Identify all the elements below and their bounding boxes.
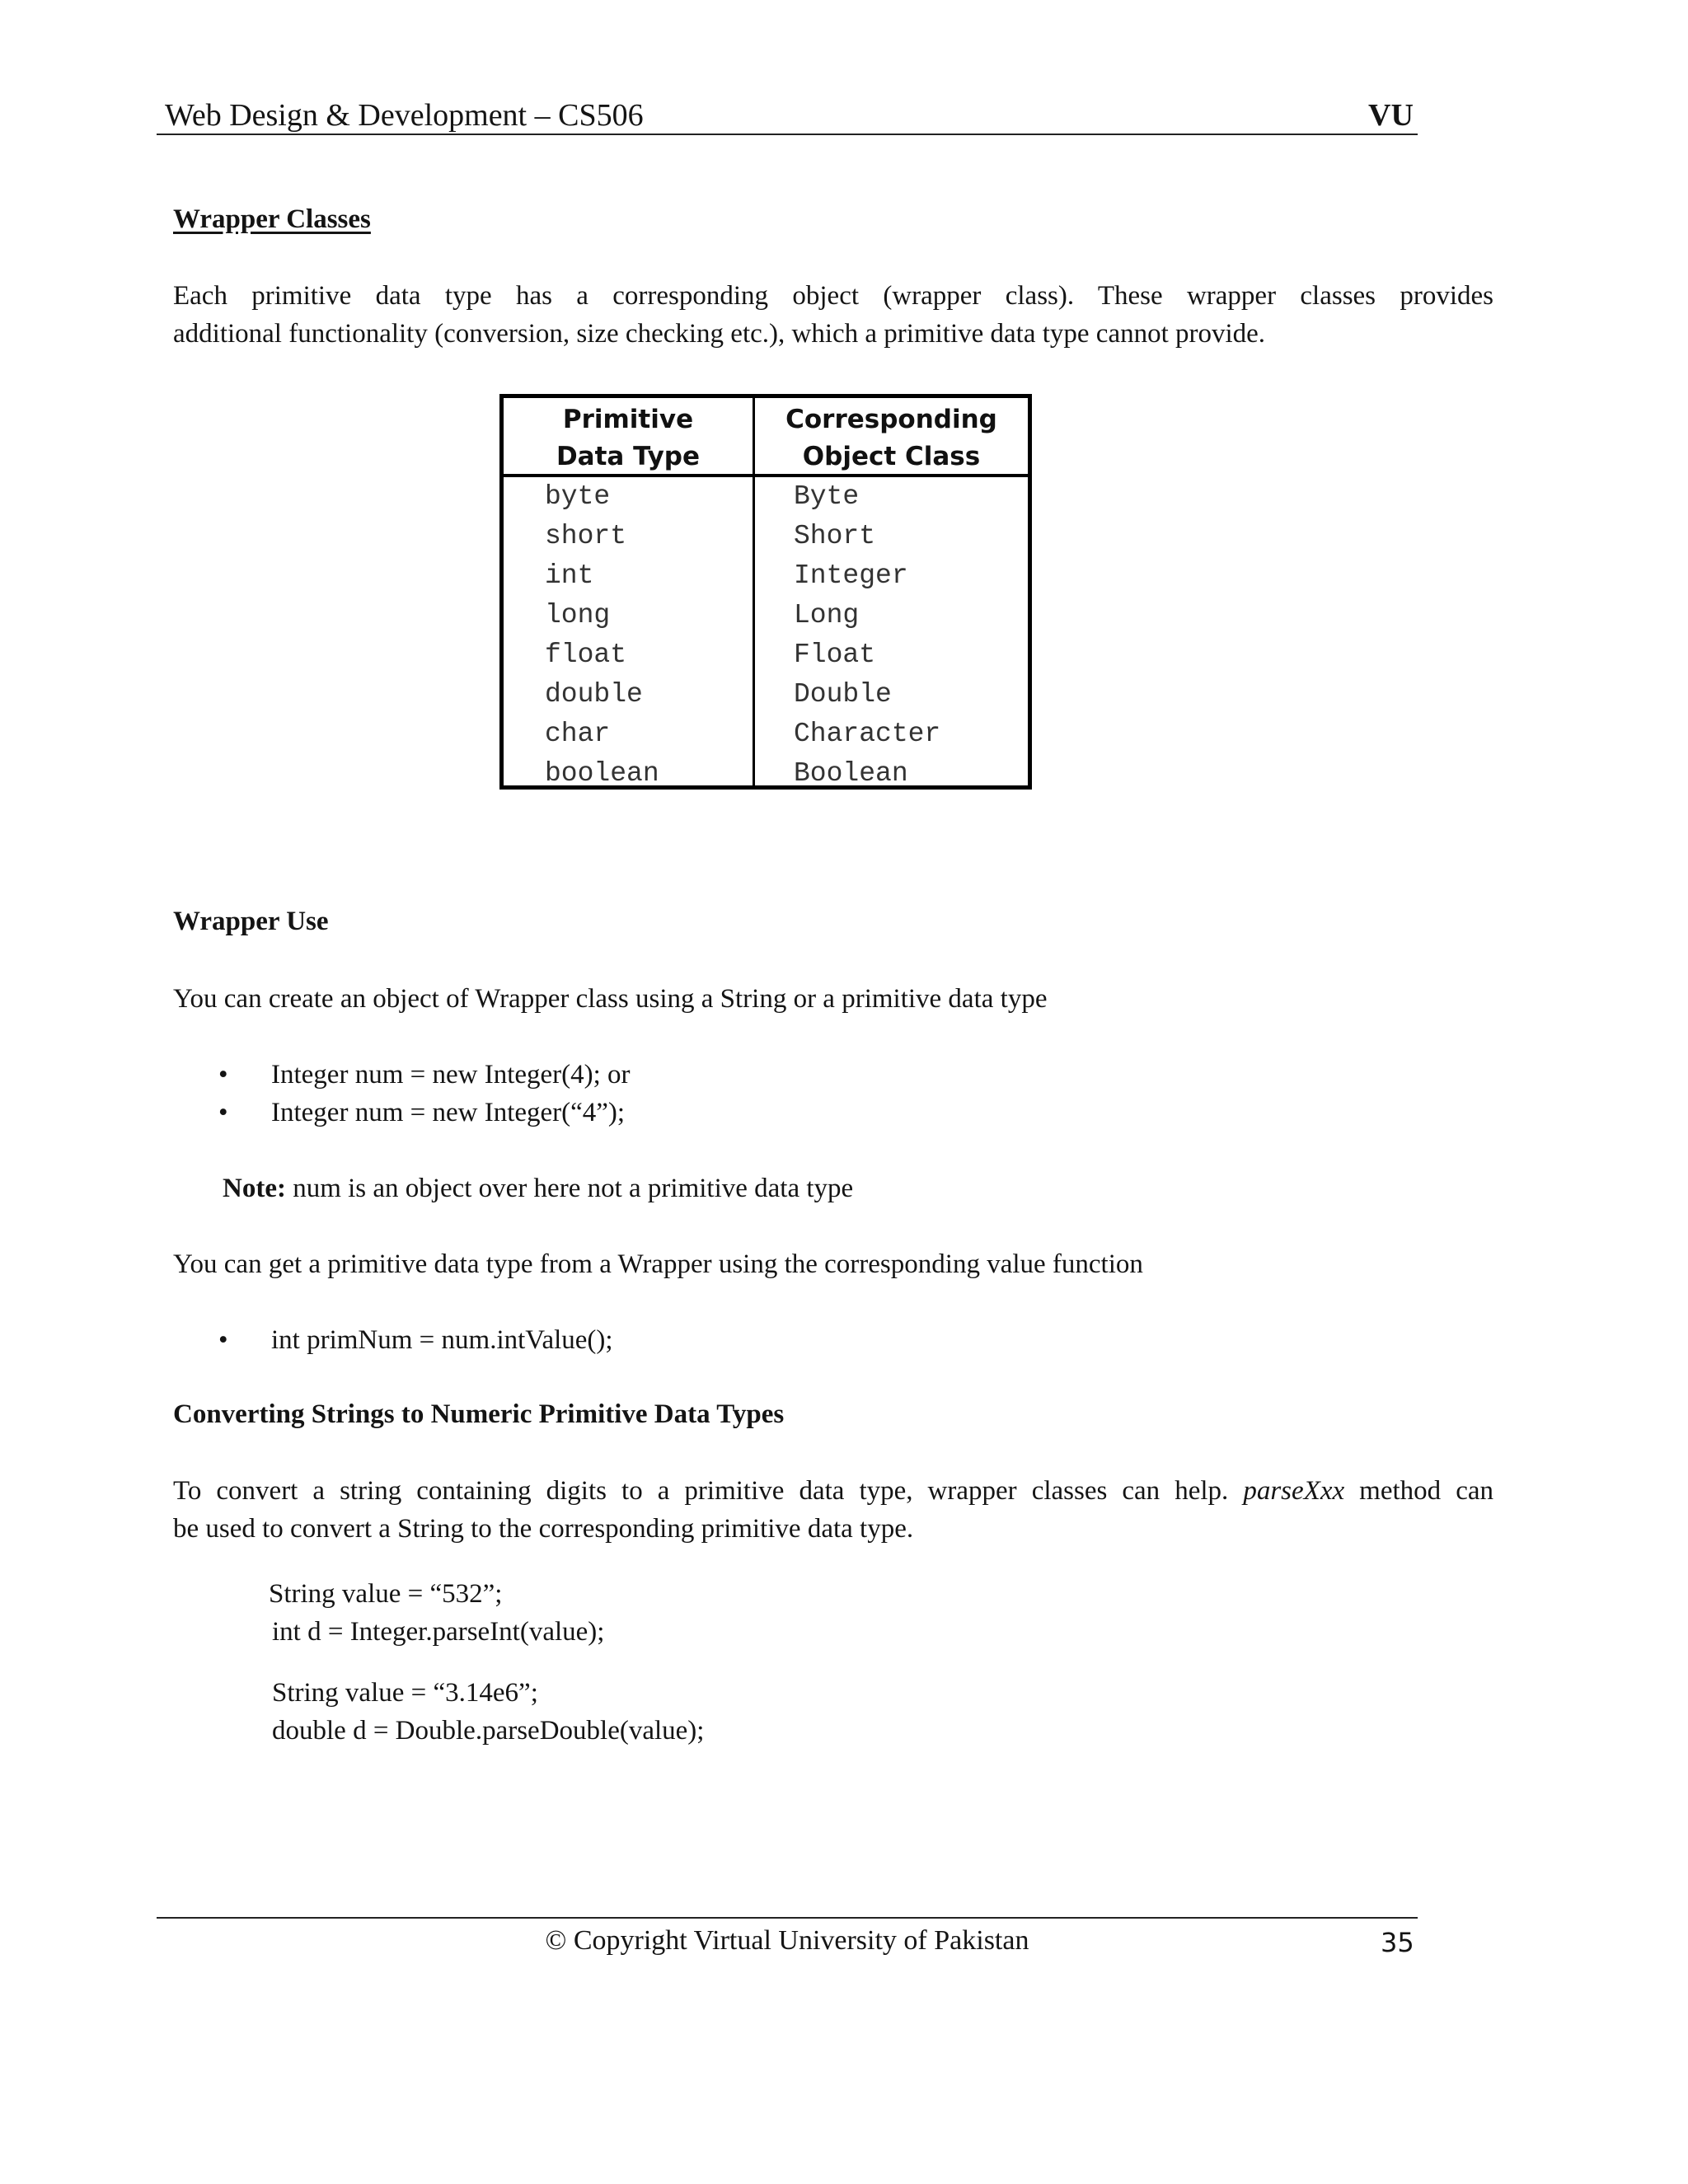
- method-name: parseXxx: [1243, 1476, 1345, 1506]
- page-number: 35: [1381, 1927, 1414, 1958]
- wrapper-classes-paragraph: [173, 277, 1493, 353]
- paragraph-text: method can: [1359, 1476, 1493, 1506]
- table-header-line: Corresponding: [785, 405, 997, 434]
- code-line: String value = “532”;: [269, 1579, 503, 1609]
- table-cell-object: Integer: [794, 560, 908, 591]
- table-cell-primitive: boolean: [545, 758, 659, 789]
- table-header-line: Primitive: [562, 405, 694, 434]
- table-cell-primitive: double: [545, 679, 643, 710]
- table-cell-object: Long: [794, 600, 860, 630]
- table-cell-primitive: float: [545, 640, 627, 670]
- note-line: [223, 1170, 853, 1207]
- note-label: Note:: [223, 1174, 286, 1203]
- table-cell-primitive: short: [545, 521, 627, 551]
- bullet-icon: •: [218, 1098, 228, 1127]
- section-heading-wrapper-use: Wrapper Use: [173, 907, 329, 936]
- list-item: [218, 1094, 625, 1131]
- table-cell-object: Double: [794, 679, 892, 710]
- section-heading-wrapper-classes: Wrapper Classes: [173, 204, 371, 234]
- wrapper-use-intro: You can create an object of Wrapper class using a String or a primitive data type: [173, 984, 1048, 1014]
- list-item-text: Integer num = new Integer(4); or: [271, 1060, 631, 1090]
- table-cell-primitive: long: [545, 600, 611, 630]
- code-line: String value = “3.14e6”;: [272, 1678, 538, 1708]
- table-cell-object: Byte: [794, 481, 860, 512]
- list-item: [218, 1322, 613, 1358]
- paragraph-line: additional functionality (conversion, size checking etc.), which a primitive data type cannot provide.: [173, 319, 1266, 349]
- table-cell-primitive: char: [545, 719, 611, 749]
- table-cell-primitive: byte: [545, 481, 611, 512]
- paragraph-line: [173, 1472, 1493, 1510]
- footer-divider: [157, 1917, 1418, 1919]
- table-header-line: Object Class: [802, 442, 981, 471]
- note-text: num is an object over here not a primitive data type: [285, 1174, 854, 1203]
- object-class-column: [794, 477, 940, 794]
- table-cell-object: Float: [794, 640, 876, 670]
- table-header-line: Data Type: [556, 442, 701, 471]
- table-cell-object: Boolean: [794, 758, 908, 789]
- table-cell-object: Short: [794, 521, 876, 551]
- list-item-text: Integer num = new Integer(“4”);: [271, 1098, 626, 1127]
- converting-paragraph: [173, 1472, 1493, 1548]
- table-cell-primitive: int: [545, 560, 594, 591]
- footer-copyright: © Copyright Virtual University of Pakistan: [545, 1925, 1029, 1956]
- table-header-object: [755, 401, 1028, 476]
- paragraph-line: Each primitive data type has a corresponding object (wrapper class). These wrapper classes provides: [173, 281, 1493, 311]
- wrapper-class-table: [499, 394, 1032, 790]
- header-divider: [157, 134, 1418, 135]
- paragraph-line: be used to convert a String to the corresponding primitive data type.: [173, 1514, 914, 1544]
- bullet-icon: •: [218, 1060, 228, 1090]
- wrapper-use-intro-2: You can get a primitive data type from a Wrapper using the corresponding value function: [173, 1249, 1143, 1279]
- table-header-primitive: [504, 401, 753, 476]
- section-heading-converting-strings: Converting Strings to Numeric Primitive Data Types: [173, 1399, 785, 1429]
- list-item-text: int primNum = num.intValue();: [271, 1325, 613, 1355]
- table-cell-object: Character: [794, 719, 941, 749]
- code-line: int d = Integer.parseInt(value);: [272, 1617, 605, 1647]
- page-header-mark: VU: [1368, 98, 1414, 133]
- bullet-icon: •: [218, 1325, 228, 1355]
- page-header-title: Web Design & Development – CS506: [165, 98, 644, 133]
- list-item: [218, 1057, 631, 1093]
- code-line: double d = Double.parseDouble(value);: [272, 1716, 705, 1746]
- paragraph-text: To convert a string containing digits to a primitive data type, wrapper classes can help.: [173, 1476, 1229, 1506]
- primitive-type-column: [545, 477, 659, 794]
